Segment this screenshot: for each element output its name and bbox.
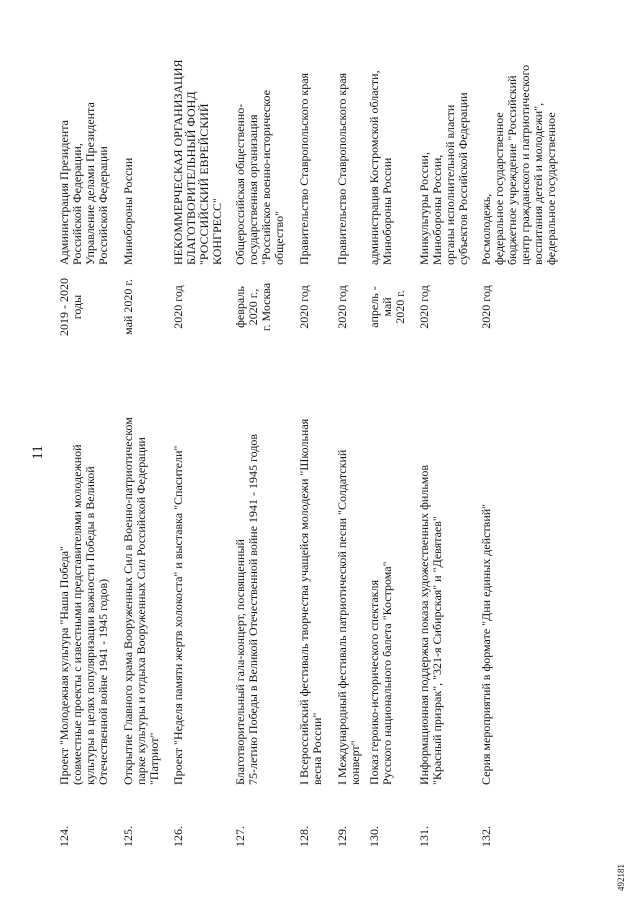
row-number: 124. [57, 826, 71, 847]
row-number: 127. [233, 826, 247, 847]
event-date: февраль 2020 г., г. Москва [233, 282, 273, 332]
row-number: 131. [417, 826, 431, 847]
event-name: Показ героико-исторического спектакля Русского национального балета "Кострома" [367, 561, 394, 785]
event-date: 2020 год [417, 285, 431, 329]
event-name: I Международный фестиваль патриотической песни "Солдатский конверт" [335, 449, 362, 785]
row-number: 132. [479, 826, 493, 847]
event-responsible: Минкультуры России, Минобороны России, органы исполнительной власти субъектов Российской Федерации [417, 92, 470, 265]
page-number: 11 [30, 445, 46, 460]
event-date: 2020 год [335, 285, 349, 329]
row-number: 126. [171, 826, 185, 847]
event-responsible: Росмолодежь, федеральное государственное бюджетное учреждение "Российский центр гражданского и патриотического воспитания детей и молодежи", федеральное государственное [479, 64, 558, 265]
event-responsible: НЕКОММЕРЧЕСКАЯ ОРГАНИЗАЦИЯ БЛАГОТВОРИТЕЛЬНЫЙ ФОНД "РОССИЙСКИЙ ЕВРЕЙСКИЙ КОНГРЕСС" [171, 59, 224, 265]
document-id: 492181 [616, 864, 626, 891]
row-number: 125. [121, 826, 135, 847]
event-name: I Всероссийский фестиваль творчества учащейся молодежи "Школьная весна России" [297, 418, 324, 785]
event-date: 2019 - 2020 годы [57, 278, 84, 336]
event-responsible: Администрация Президента Российской Федерации, Управление делами Президента Российской Федерации [57, 102, 110, 265]
event-name: Благотворительный гала-концерт, посвященный 75-летию Победы в Великой Отечественной войне 1941 - 1945 годов [233, 433, 260, 785]
event-name: Проект "Молодежная культура "Наша Победа" (совместные проекты с известными представителями молодежной культуры в целях популяризации важности Победы в Великой Отечественной войне 1941 - 1945 годов) [57, 444, 110, 785]
event-name: Информационная поддержка показа художественных фильмов "Красный призрак", "321-я Сибирская" и "Девятаев" [417, 464, 444, 785]
event-name: Проект "Неделя памяти жертв холокоста" и выставка "Спасители" [171, 445, 185, 785]
event-date: 2020 год [297, 285, 311, 329]
row-number: 129. [335, 826, 349, 847]
event-responsible: Общероссийская общественно- государственная организация "Российское военно-историческое общество" [233, 90, 286, 265]
event-date: 2020 год [479, 285, 493, 329]
event-responsible: Правительство Ставропольского края [335, 72, 349, 265]
row-number: 130. [367, 826, 381, 847]
event-date: 2020 год [171, 285, 185, 329]
event-name: Открытие Главного храма Вооруженных Сил в Военно-патриотическом парке культуры и отдыха Вооруженных Сил Российской Федерации "Патриот" [121, 417, 161, 785]
event-responsible: Правительство Ставропольского края [297, 72, 311, 265]
event-date: май 2020 г. [121, 279, 135, 335]
event-responsible: администрация Костромской области, Минобороны России [367, 70, 394, 265]
event-responsible: Минобороны России [121, 157, 135, 265]
event-name: Серия мероприятий в формате "Дни единых действий" [479, 503, 493, 785]
row-number: 128. [297, 826, 311, 847]
event-date: апрель - май 2020 г. [367, 286, 407, 328]
